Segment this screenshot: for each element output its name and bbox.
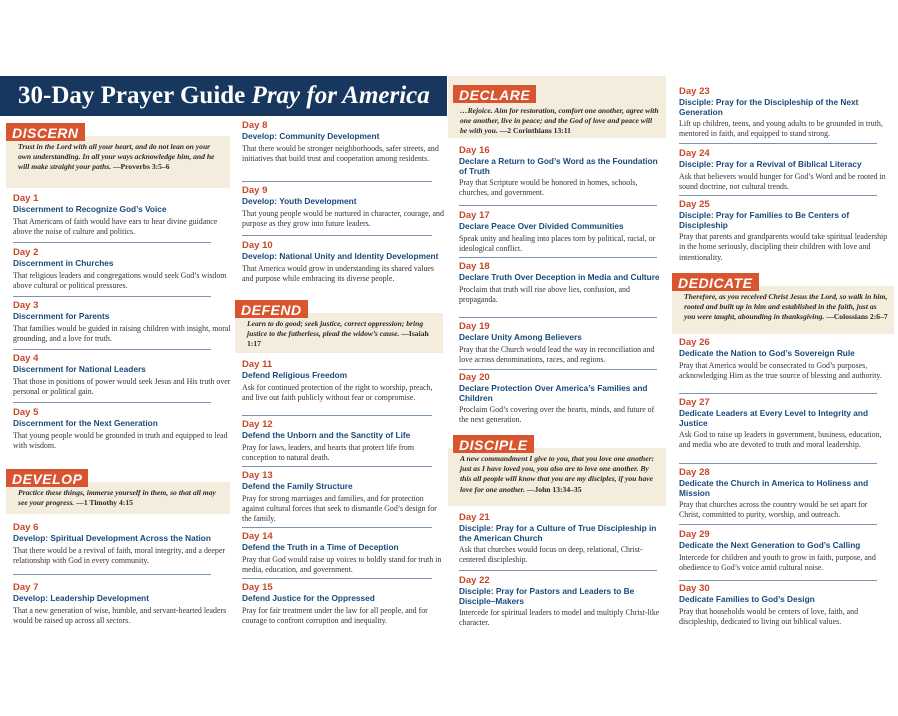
day-label: Day 22	[459, 575, 490, 586]
day-label: Day 30	[679, 583, 710, 594]
day-8	[242, 120, 442, 164]
day-title: Develop: Spiritual Development Across the Nation	[13, 533, 211, 543]
day-title: Declare Unity Among Believers	[459, 332, 582, 342]
day-title: Develop: Community Development	[242, 131, 380, 141]
divider	[679, 524, 877, 525]
divider	[242, 235, 432, 236]
day-description: Ask that churches would focus on deep, relational, Christ-centered discipleship.	[459, 545, 643, 565]
divider	[459, 570, 657, 571]
verse-ref: —Proverbs 3:5–6	[112, 162, 170, 172]
day-title: Disciple: Pray for a Culture of True Discipleship in the American Church	[459, 523, 657, 543]
day-label: Day 20	[459, 372, 490, 383]
day-description: That America would grow in understanding its shared values and purpose while embracing its diverse people.	[242, 263, 434, 283]
day-title: Disciple: Pray for the Discipleship of the Next Generation	[679, 97, 859, 117]
verse-defend	[235, 313, 443, 353]
day-label: Day 27	[679, 397, 710, 408]
day-title: Defend the Family Structure	[242, 481, 353, 491]
divider	[459, 317, 657, 318]
verse-ref: —Colossians 2:6–7	[826, 312, 888, 322]
verse-text: Learn to do good; seek justice, correct oppression; bring justice to the fatherless, plead the widow’s cause.	[247, 319, 424, 339]
day-description: Pray for laws, leaders, and hearts that protect life from conception to natural death.	[242, 442, 414, 462]
day-20	[459, 372, 664, 426]
divider	[679, 195, 877, 196]
day-description: Speak unity and healing into places torn by political, racial, or ideological conflict.	[459, 233, 656, 253]
day-label: Day 2	[13, 247, 39, 258]
day-15	[242, 582, 445, 626]
day-description: Pray that America would be consecrated to God’s purposes, acknowledging Him as the true source of blessing and authority.	[679, 360, 882, 380]
day-title: Disciple: Pray for a Revival of Biblical Literacy	[679, 159, 862, 169]
day-label: Day 19	[459, 321, 490, 332]
day-label: Day 24	[679, 148, 710, 159]
day-12	[242, 419, 445, 463]
day-18	[459, 261, 664, 305]
verse-ref: —Isaiah 1:17	[247, 329, 429, 349]
verse-text: Practice these things, immerse yourself in them, so that all may see your progress.	[18, 488, 216, 508]
day-title: Dedicate the Next Generation to God’s Calling	[679, 540, 861, 550]
day-description: Ask that believers would hunger for God’s Word and be rooted in sound doctrine, not cultural trends.	[679, 171, 886, 191]
day-23	[679, 86, 889, 140]
day-description: That there would be stronger neighborhoods, safer streets, and initiatives that build trust and cooperation among residents.	[242, 143, 439, 163]
day-label: Day 18	[459, 261, 490, 272]
day-label: Day 13	[242, 470, 273, 481]
day-description: That Americans of faith would have ears to hear divine guidance above the noise of culture and politics.	[13, 216, 218, 236]
day-19	[459, 321, 664, 365]
day-description: Proclaim God’s covering over the hearts, minds, and future of the next generation.	[459, 405, 655, 425]
day-17	[459, 210, 664, 254]
day-6	[13, 522, 235, 566]
day-9	[242, 185, 447, 229]
day-21	[459, 512, 664, 566]
section-label-declare: DECLARE	[453, 85, 536, 103]
day-description: That those in positions of power would seek Jesus and His truth over personal or political gain.	[13, 376, 231, 396]
day-title: Discernment for National Leaders	[13, 364, 146, 374]
day-description: That families would be guided in raising children with insight, moral grounding, and a love for truth.	[13, 323, 231, 343]
day-description: Pray for fair treatment under the law for all people, and for courage to confront corruption and inequality.	[242, 605, 428, 625]
verse-text: A new commandment I give to you, that you love one another: just as I have loved you, you also are to love one another. By this all people will know that you are my disciples, if you have love for one another.	[460, 454, 655, 494]
verse-dedicate	[672, 286, 894, 334]
divider	[13, 574, 211, 575]
divider	[13, 296, 211, 297]
day-description: Intercede for spiritual leaders to model and multiply Christ-like character.	[459, 608, 660, 628]
day-title: Discernment for the Next Generation	[13, 418, 158, 428]
day-description: That young people would be nurtured in character, courage, and purpose as they grow into future leaders.	[242, 208, 444, 228]
day-label: Day 4	[13, 353, 39, 364]
day-22	[459, 575, 664, 629]
day-26	[679, 337, 889, 381]
verse-ref: —1 Timothy 4:15	[76, 498, 133, 508]
day-16	[459, 145, 664, 199]
day-label: Day 6	[13, 522, 39, 533]
day-description: Proclaim that truth will rise above lies, confusion, and propaganda.	[459, 284, 630, 304]
day-10	[242, 240, 447, 284]
day-title: Defend Religious Freedom	[242, 370, 348, 380]
day-title: Defend Justice for the Oppressed	[242, 593, 375, 603]
day-title: Dedicate Families to God’s Design	[679, 594, 815, 604]
divider	[242, 415, 432, 416]
verse-text: Trust in the Lord with all your heart, and do not lean on your own understanding. In all your ways acknowledge him, and he will make straight your paths.	[18, 142, 215, 172]
section-label-defend: DEFEND	[235, 300, 308, 318]
day-label: Day 3	[13, 300, 39, 311]
section-label-dedicate: DEDICATE	[672, 273, 759, 291]
day-7	[13, 582, 231, 626]
day-label: Day 15	[242, 582, 273, 593]
day-title: Defend the Unborn and the Sanctity of Life	[242, 430, 411, 440]
verse-disciple	[448, 448, 666, 506]
day-description: Lift up children, teens, and young adults to be grounded in truth, mentored in faith, and equipped to stand strong.	[679, 119, 883, 139]
day-description: That young people would be grounded in truth and equipped to lead with wisdom.	[13, 430, 228, 450]
day-description: That religious leaders and congregations would seek God’s wisdom above cultural or political pressures.	[13, 270, 227, 290]
divider	[459, 369, 657, 370]
day-label: Day 26	[679, 337, 710, 348]
day-title: Dedicate Leaders at Every Level to Integrity and Justice	[679, 408, 869, 428]
divider	[679, 463, 877, 464]
day-description: Ask God to raise up leaders in government, business, education, and media who are devoted to truth and moral leadership.	[679, 430, 882, 450]
day-28	[679, 467, 889, 521]
divider	[242, 181, 432, 182]
day-description: Intercede for children and youth to grow in faith, purpose, and obedience to God’s voice amid cultural noise.	[679, 552, 876, 572]
day-27	[679, 397, 889, 451]
divider	[459, 205, 657, 206]
day-title: Declare Truth Over Deception in Media and Culture	[459, 272, 660, 282]
day-1	[13, 193, 231, 237]
day-24	[679, 148, 889, 192]
day-label: Day 12	[242, 419, 273, 430]
day-30	[679, 583, 889, 627]
day-description: Pray that God would raise up voices to boldly stand for truth in media, education, and government.	[242, 554, 442, 574]
day-label: Day 25	[679, 199, 710, 210]
divider	[242, 466, 432, 467]
day-title: Declare Peace Over Divided Communities	[459, 221, 624, 231]
day-label: Day 14	[242, 531, 273, 542]
day-title: Dedicate the Church in America to Holiness and Mission	[679, 478, 869, 498]
day-title: Develop: Leadership Development	[13, 593, 150, 603]
day-title: Discernment for Parents	[13, 311, 110, 321]
section-label-discern: DISCERN	[6, 123, 85, 141]
day-title: Dedicate the Nation to God’s Sovereign Rule	[679, 348, 855, 358]
divider	[679, 393, 877, 394]
day-description: Ask for continued protection of the right to worship, preach, and live out faith publicly without fear or compromise.	[242, 382, 433, 402]
verse-text: Therefore, as you received Christ Jesus the Lord, so walk in him, rooted and built up in him and established in the faith, just as you were taught, abounding in thanksgiving.	[684, 292, 888, 322]
divider	[242, 578, 432, 579]
divider	[13, 402, 211, 403]
section-label-develop: DEVELOP	[6, 469, 88, 487]
day-title: Defend the Truth in a Time of Deception	[242, 542, 399, 552]
day-title: Declare Protection Over America’s Families and Children	[459, 383, 648, 403]
day-title: Develop: Youth Development	[242, 196, 357, 206]
day-14	[242, 531, 445, 575]
day-title: Declare a Return to God’s Word as the Foundation of Truth	[459, 156, 658, 176]
day-description: Pray for strong marriages and families, and for protection against cultural forces that seek to dismantle God’s design for the family.	[242, 493, 437, 524]
section-label-disciple: DISCIPLE	[453, 435, 534, 453]
day-description: Pray that churches across the country would be set apart for Christ, committed to purity, worship, and outreach.	[679, 500, 868, 520]
day-description: Pray that parents and grandparents would take spiritual leadership in the home seriously, discipling their children with love and intentionality.	[679, 232, 888, 262]
divider	[242, 527, 432, 528]
day-13	[242, 470, 445, 524]
day-description: That there would be a revival of faith, moral integrity, and a deeper relationship with God in every community.	[13, 545, 226, 565]
day-label: Day 1	[13, 193, 39, 204]
day-title: Disciple: Pray for Pastors and Leaders to Be Disciple–Makers	[459, 586, 635, 606]
day-title: Develop: National Unity and Identity Development	[242, 251, 439, 261]
verse-text: …Rejoice. Aim for restoration, comfort one another, agree with one another, live in peace; and the God of love and peace will be with you.	[460, 106, 659, 136]
day-29	[679, 529, 889, 573]
day-label: Day 9	[242, 185, 268, 196]
title-main: 30-Day Prayer Guide	[18, 82, 246, 109]
page-title	[0, 76, 447, 116]
day-title: Discernment in Churches	[13, 258, 114, 268]
divider	[679, 143, 877, 144]
day-label: Day 23	[679, 86, 710, 97]
verse-ref: —2 Corinthians 13:11	[499, 126, 571, 136]
divider	[13, 242, 211, 243]
day-title: Disciple: Pray for Families to Be Centers of Discipleship	[679, 210, 850, 230]
day-5	[13, 407, 231, 451]
day-title: Discernment to Recognize God’s Voice	[13, 204, 167, 214]
day-label: Day 11	[242, 359, 273, 370]
day-3	[13, 300, 231, 344]
day-label: Day 10	[242, 240, 273, 251]
day-description: Pray that Scripture would be honored in homes, schools, churches, and government.	[459, 178, 638, 198]
verse-ref: —John 13:34–35	[526, 484, 582, 494]
day-11	[242, 359, 445, 403]
divider	[13, 349, 211, 350]
divider	[459, 257, 657, 258]
day-label: Day 7	[13, 582, 39, 593]
day-label: Day 8	[242, 120, 268, 131]
day-label: Day 16	[459, 145, 490, 156]
day-label: Day 17	[459, 210, 490, 221]
title-emphasis: Pray for America	[251, 82, 430, 109]
day-description: Pray that households would be centers of love, faith, and discipleship, dedicated to living out biblical values.	[679, 606, 859, 626]
day-label: Day 28	[679, 467, 710, 478]
divider	[679, 580, 877, 581]
day-description: Pray that the Church would lead the way in reconciliation and love across denominations, races, and regions.	[459, 344, 655, 364]
day-25	[679, 199, 889, 263]
day-label: Day 29	[679, 529, 710, 540]
verse-discern	[6, 136, 230, 188]
day-label: Day 5	[13, 407, 39, 418]
day-description: That a new generation of wise, humble, and servant-hearted leaders would be raised up across all sectors.	[13, 605, 227, 625]
day-label: Day 21	[459, 512, 490, 523]
day-2	[13, 247, 231, 291]
day-4	[13, 353, 231, 397]
